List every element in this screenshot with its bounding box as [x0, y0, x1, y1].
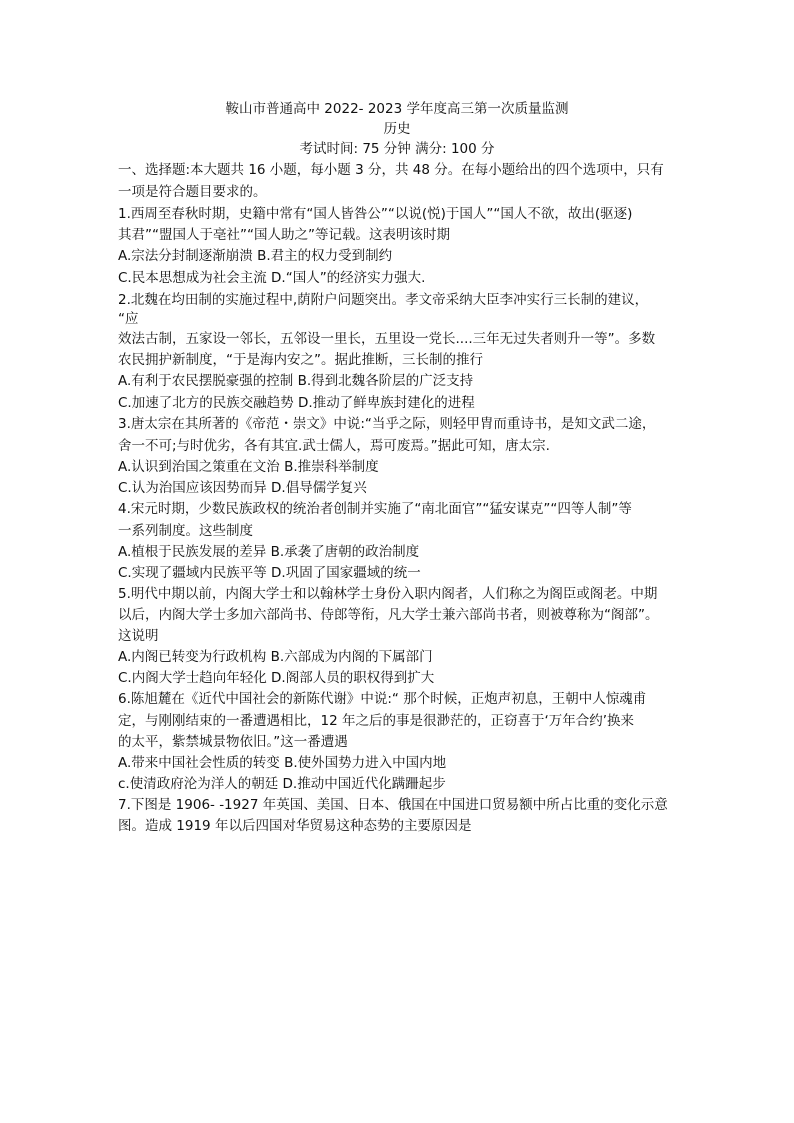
- question-6-stem: 的太平，紫禁城景物依旧。”这一番遭遇: [118, 734, 348, 750]
- exam-info: 考试时间: 75 分钟 满分: 100 分: [299, 141, 495, 157]
- question-2-stem: 2.北魏在均田制的实施过程中,荫附户问题突出。孝文帝采纳大臣李冲实行三长制的建议，: [118, 292, 649, 308]
- question-6-stem: 定，与刚刚结束的一番遭遇相比，12 年之后的事是很渺茫的，正窃喜于‘万年合约’换来: [118, 713, 635, 729]
- question-1-stem: 1.西周至春秋时期，史籍中常有“国人皆咎公”“以说(悦)于国人”“国人不欲，故出(驱逐): [118, 206, 633, 222]
- question-5-options: A.内阁已转变为行政机构 B.六部成为内阁的下属部门: [118, 649, 433, 665]
- text-line: 一、选择题:本大题共 16 小题，每小题 3 分，共 48 分。在每小题给出的四个选项中，只有: [118, 162, 664, 178]
- question-3-options: A.认识到治国之策重在文治 B.推崇科举制度: [118, 459, 379, 475]
- question-3-stem: 舍一不可;与时优劣，各有其宜.武士儒人，焉可废焉。”据此可知，唐太宗.: [118, 438, 550, 454]
- question-5-options: C.内阁大学士趋向年轻化 D.阁部人员的职权得到扩大: [118, 670, 435, 686]
- question-3-stem: 3.唐太宗在其所著的《帝范・崇文》中说:“当乎之际，则轻甲胄而重诗书，是知文武二途，: [118, 416, 656, 432]
- question-6-stem: 6.陈旭麓在《近代中国社会的新陈代谢》中说:“ 那个时候，正炮声初息，王朝中人惊魂甫: [118, 691, 647, 707]
- question-5-stem: 5.明代中期以前，内阁大学士和以翰林学士身份入职内阁者，人们称之为阁臣或阁老。中期: [118, 586, 658, 602]
- question-2-options: C.加速了北方的民族交融趋势 D.推动了鲜卑族封建化的进程: [118, 395, 475, 411]
- question-6-options: A.带来中国社会性质的转变 B.使外国势力进入中国内地: [118, 755, 447, 771]
- question-2-stem: 效法古制，五家设一邻长，五邻设一里长，五里设一党长....三年无过失者则升一等”。多数: [118, 331, 656, 347]
- question-4-options: C.实现了疆域内民族平等 D.巩固了国家疆域的统一: [118, 565, 421, 581]
- question-6-options: c.使清政府沦为洋人的朝廷 D.推动中国近代化蹒跚起步: [118, 776, 446, 792]
- question-2-stem: “应: [118, 311, 139, 327]
- question-2-stem: 农民拥护新制度，“于是海内安之”。据此推断，三长制的推行: [118, 352, 483, 368]
- question-4-options: A.植根于民族发展的差异 B.承袭了唐朝的政治制度: [118, 544, 420, 560]
- question-4-stem: 4.宋元时期，少数民族政权的统治者创制并实施了“南北面官”“猛安谋克”“四等人制”等: [118, 501, 632, 517]
- text-line: 一项是符合题目要求的。: [118, 184, 267, 200]
- question-1-stem: 其君”“盟国人于亳社”“国人助之”等记载。这表明该时期: [118, 227, 450, 243]
- question-4-stem: 一系列制度。这些制度: [118, 523, 253, 539]
- question-7-stem: 图。造成 1919 年以后四国对华贸易这种态势的主要原因是: [118, 818, 472, 834]
- question-1-options: A.宗法分封制逐渐崩溃 B.君主的权力受到制约: [118, 248, 393, 264]
- question-1-options: C.民本思想成为社会主流 D.“国人”的经济实力强大.: [118, 270, 426, 286]
- exam-title: 鞍山市普通高中 2022- 2023 学年度高三第一次质量监测: [225, 101, 569, 117]
- question-5-stem: 以后，内阁大学士多加六部尚书、侍郎等衔，凡大学士兼六部尚书者，则被尊称为“阁部”。: [118, 607, 659, 623]
- question-3-options: C.认为治国应该因势而异 D.倡导儒学复兴: [118, 480, 367, 496]
- question-7-stem: 7.下图是 1906- -1927 年英国、美国、日本、俄国在中国进口贸易额中所占比重的变化示意: [118, 797, 668, 813]
- question-5-stem: 这说明: [118, 628, 159, 644]
- question-2-options: A.有利于农民摆脱豪强的控制 B.得到北魏各阶层的广泛支持: [118, 373, 474, 389]
- subject-title: 历史: [383, 121, 411, 137]
